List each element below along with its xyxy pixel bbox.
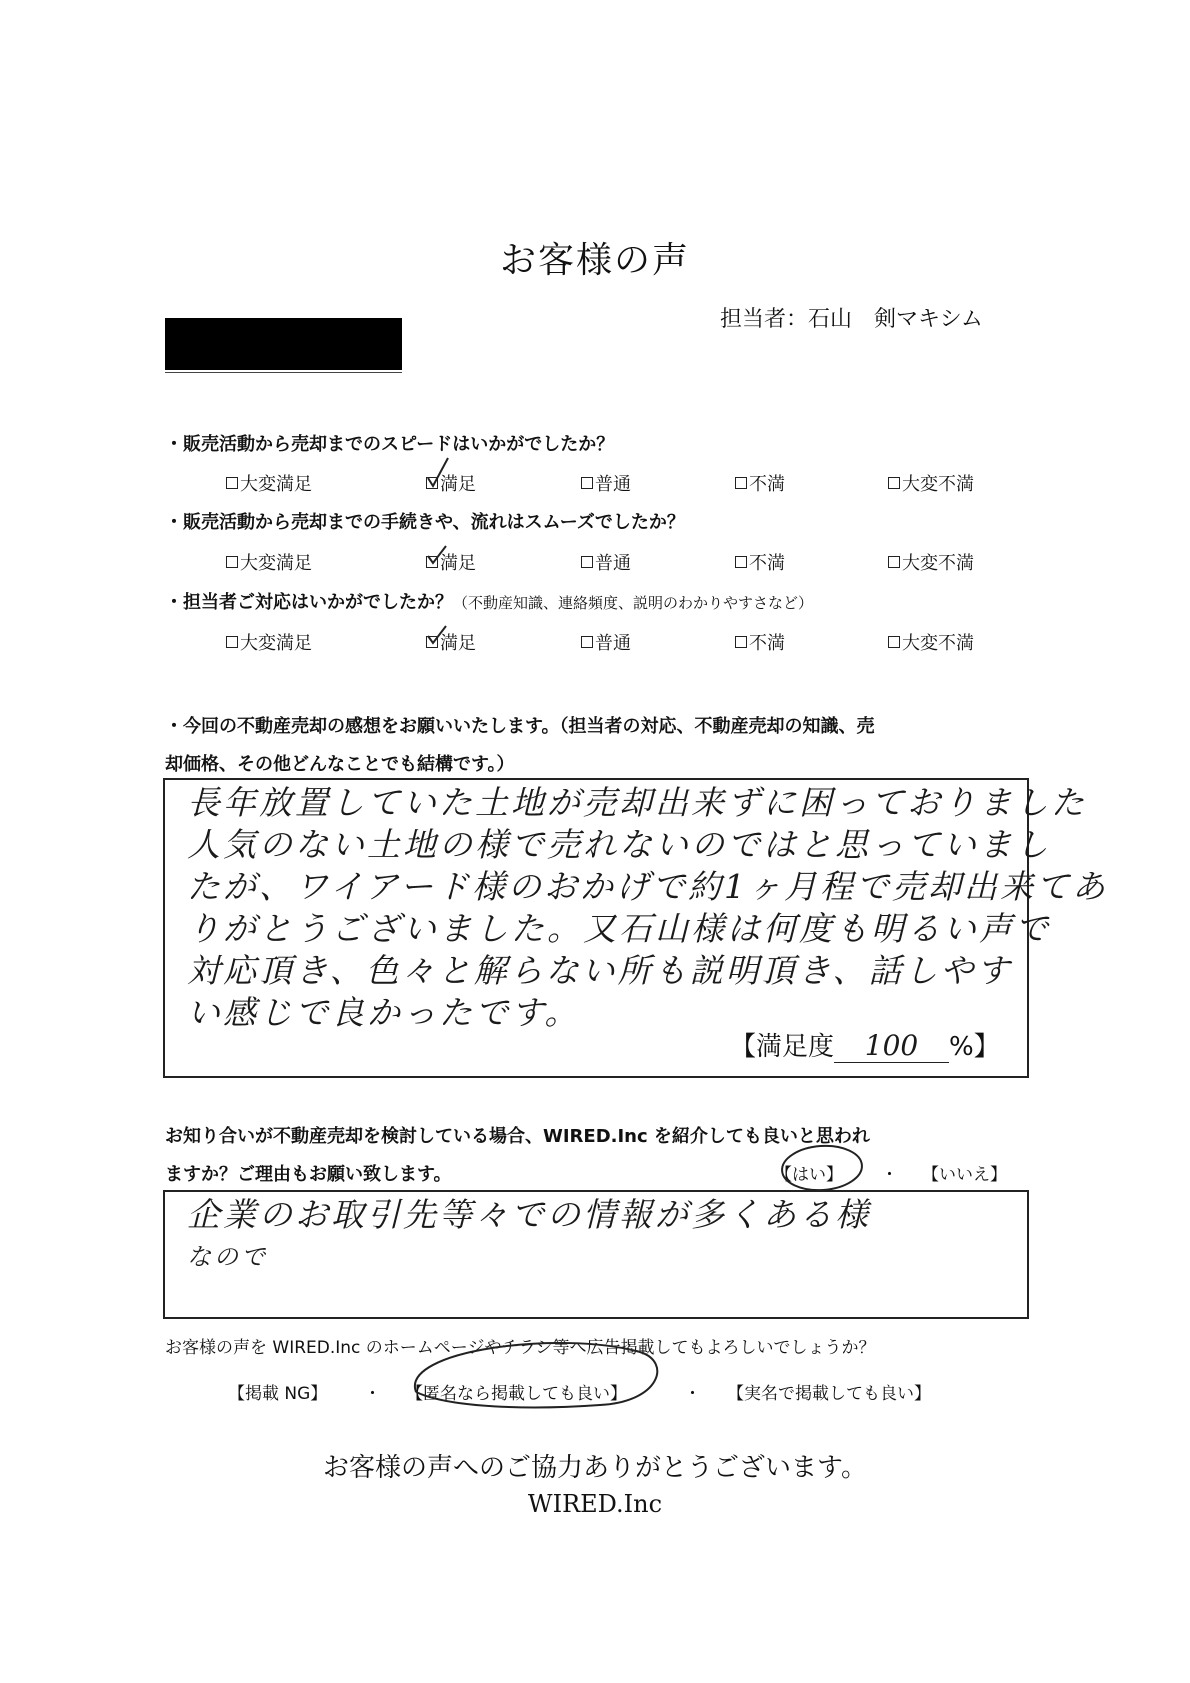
referral-question-line2: ますか？ご理由もお願い致します。 [165,1164,452,1185]
checkbox-icon [581,636,593,648]
satisfaction-value: 100 [834,1029,949,1063]
question-process: ・販売活動から売却までの手続きや、流れはスムーズでしたか？ [165,512,685,533]
checkbox-icon [226,556,238,568]
checkbox-icon [426,477,438,489]
handwritten-line: たが、ワイアード様のおかげで約1ヶ月程で売却出来てあ [187,867,1109,906]
thanks-message: お客様の声へのご協力ありがとうございます。 [323,1453,867,1483]
handwritten-line: 企業のお取引先等々での情報が多くある様 [187,1195,871,1234]
option-very-dissatisfied[interactable]: 大変不満 [888,629,974,655]
satisfaction-unit: %】 [949,1032,1000,1062]
company-name: WIRED.Inc [527,1490,663,1518]
option-neutral[interactable]: 普通 [581,470,631,496]
publish-separator: ・ [364,1384,381,1404]
question-staff-note: （不動産知識、連絡頻度、説明のわかりやすさなど） [453,594,814,612]
option-satisfied[interactable]: 満足 [426,470,476,496]
referral-no-option[interactable]: 【いいえ】 [922,1165,1007,1185]
option-neutral[interactable]: 普通 [581,629,631,655]
checkbox-icon [581,477,593,489]
option-dissatisfied[interactable]: 不満 [735,470,785,496]
publish-option-ng[interactable]: 【掲載 NG】 [228,1384,328,1404]
referral-handwritten-answer [187,1194,871,1278]
impression-prompt-line2: 却価格、その他どんなことでも結構です。） [165,754,515,775]
checkbox-icon [888,556,900,568]
publish-option-real-name[interactable]: 【実名で掲載しても良い】 [727,1384,931,1404]
satisfaction-score [730,1026,1000,1063]
publish-option-anonymous[interactable]: 【匿名なら掲載しても良い】 [406,1384,627,1404]
option-satisfied[interactable]: 満足 [426,629,476,655]
question-staff: ・担当者ご対応はいかがでしたか？（不動産知識、連絡頻度、説明のわかりやすさなど） [165,592,814,613]
satisfaction-label: 【満足度 [730,1032,835,1062]
referral-yes-option[interactable]: 【はい】 [775,1165,843,1185]
impression-handwritten-answer [187,782,1109,1034]
impression-prompt-line1: ・今回の不動産売却の感想をお願いいたします。（担当者の対応、不動産売却の知識、売 [165,716,875,737]
checkbox-icon [735,636,747,648]
handwritten-line: なので [187,1243,268,1271]
checkbox-icon [581,556,593,568]
redacted-customer-name [165,318,402,370]
checkbox-icon [226,636,238,648]
option-dissatisfied[interactable]: 不満 [735,549,785,575]
referral-question-line1: お知り合いが不動産売却を検討している場合、WIRED.Inc を紹介しても良いと思われ [165,1126,870,1147]
staff-name: 担当者：石山 剣マキシム [720,307,983,332]
handwritten-line: 人気のない土地の様で売れないのではと思っていまし [187,825,1051,864]
referral-separator: ・ [881,1165,898,1185]
publish-separator: ・ [684,1384,701,1404]
checkbox-icon [426,636,438,648]
checkbox-icon [735,477,747,489]
name-underline [165,372,402,373]
checkbox-icon [888,636,900,648]
handwritten-line: りがとうございました。又石山様は何度も明るい声で [187,909,1051,948]
publish-question: お客様の声を WIRED.Inc のホームページやチラシ等へ広告掲載してもよろしいでしょうか？ [165,1338,876,1358]
handwritten-line: 長年放置していた土地が売却出来ずに困っておりました [187,783,1087,822]
handwritten-line: 対応頂き、色々と解らない所も説明頂き、話しやす [187,951,1013,990]
option-dissatisfied[interactable]: 不満 [735,629,785,655]
checkbox-icon [888,477,900,489]
option-very-dissatisfied[interactable]: 大変不満 [888,549,974,575]
handwritten-line: い感じで良かったです。 [187,993,581,1032]
page-title: お客様の声 [499,240,690,281]
option-neutral[interactable]: 普通 [581,549,631,575]
checkbox-icon [226,477,238,489]
option-satisfied[interactable]: 満足 [426,549,476,575]
checkbox-icon [735,556,747,568]
option-very-satisfied[interactable]: 大変満足 [226,549,312,575]
checkbox-icon [426,556,438,568]
option-very-satisfied[interactable]: 大変満足 [226,470,312,496]
question-speed: ・販売活動から売却までのスピードはいかがでしたか？ [165,434,615,455]
option-very-satisfied[interactable]: 大変満足 [226,629,312,655]
option-very-dissatisfied[interactable]: 大変不満 [888,470,974,496]
